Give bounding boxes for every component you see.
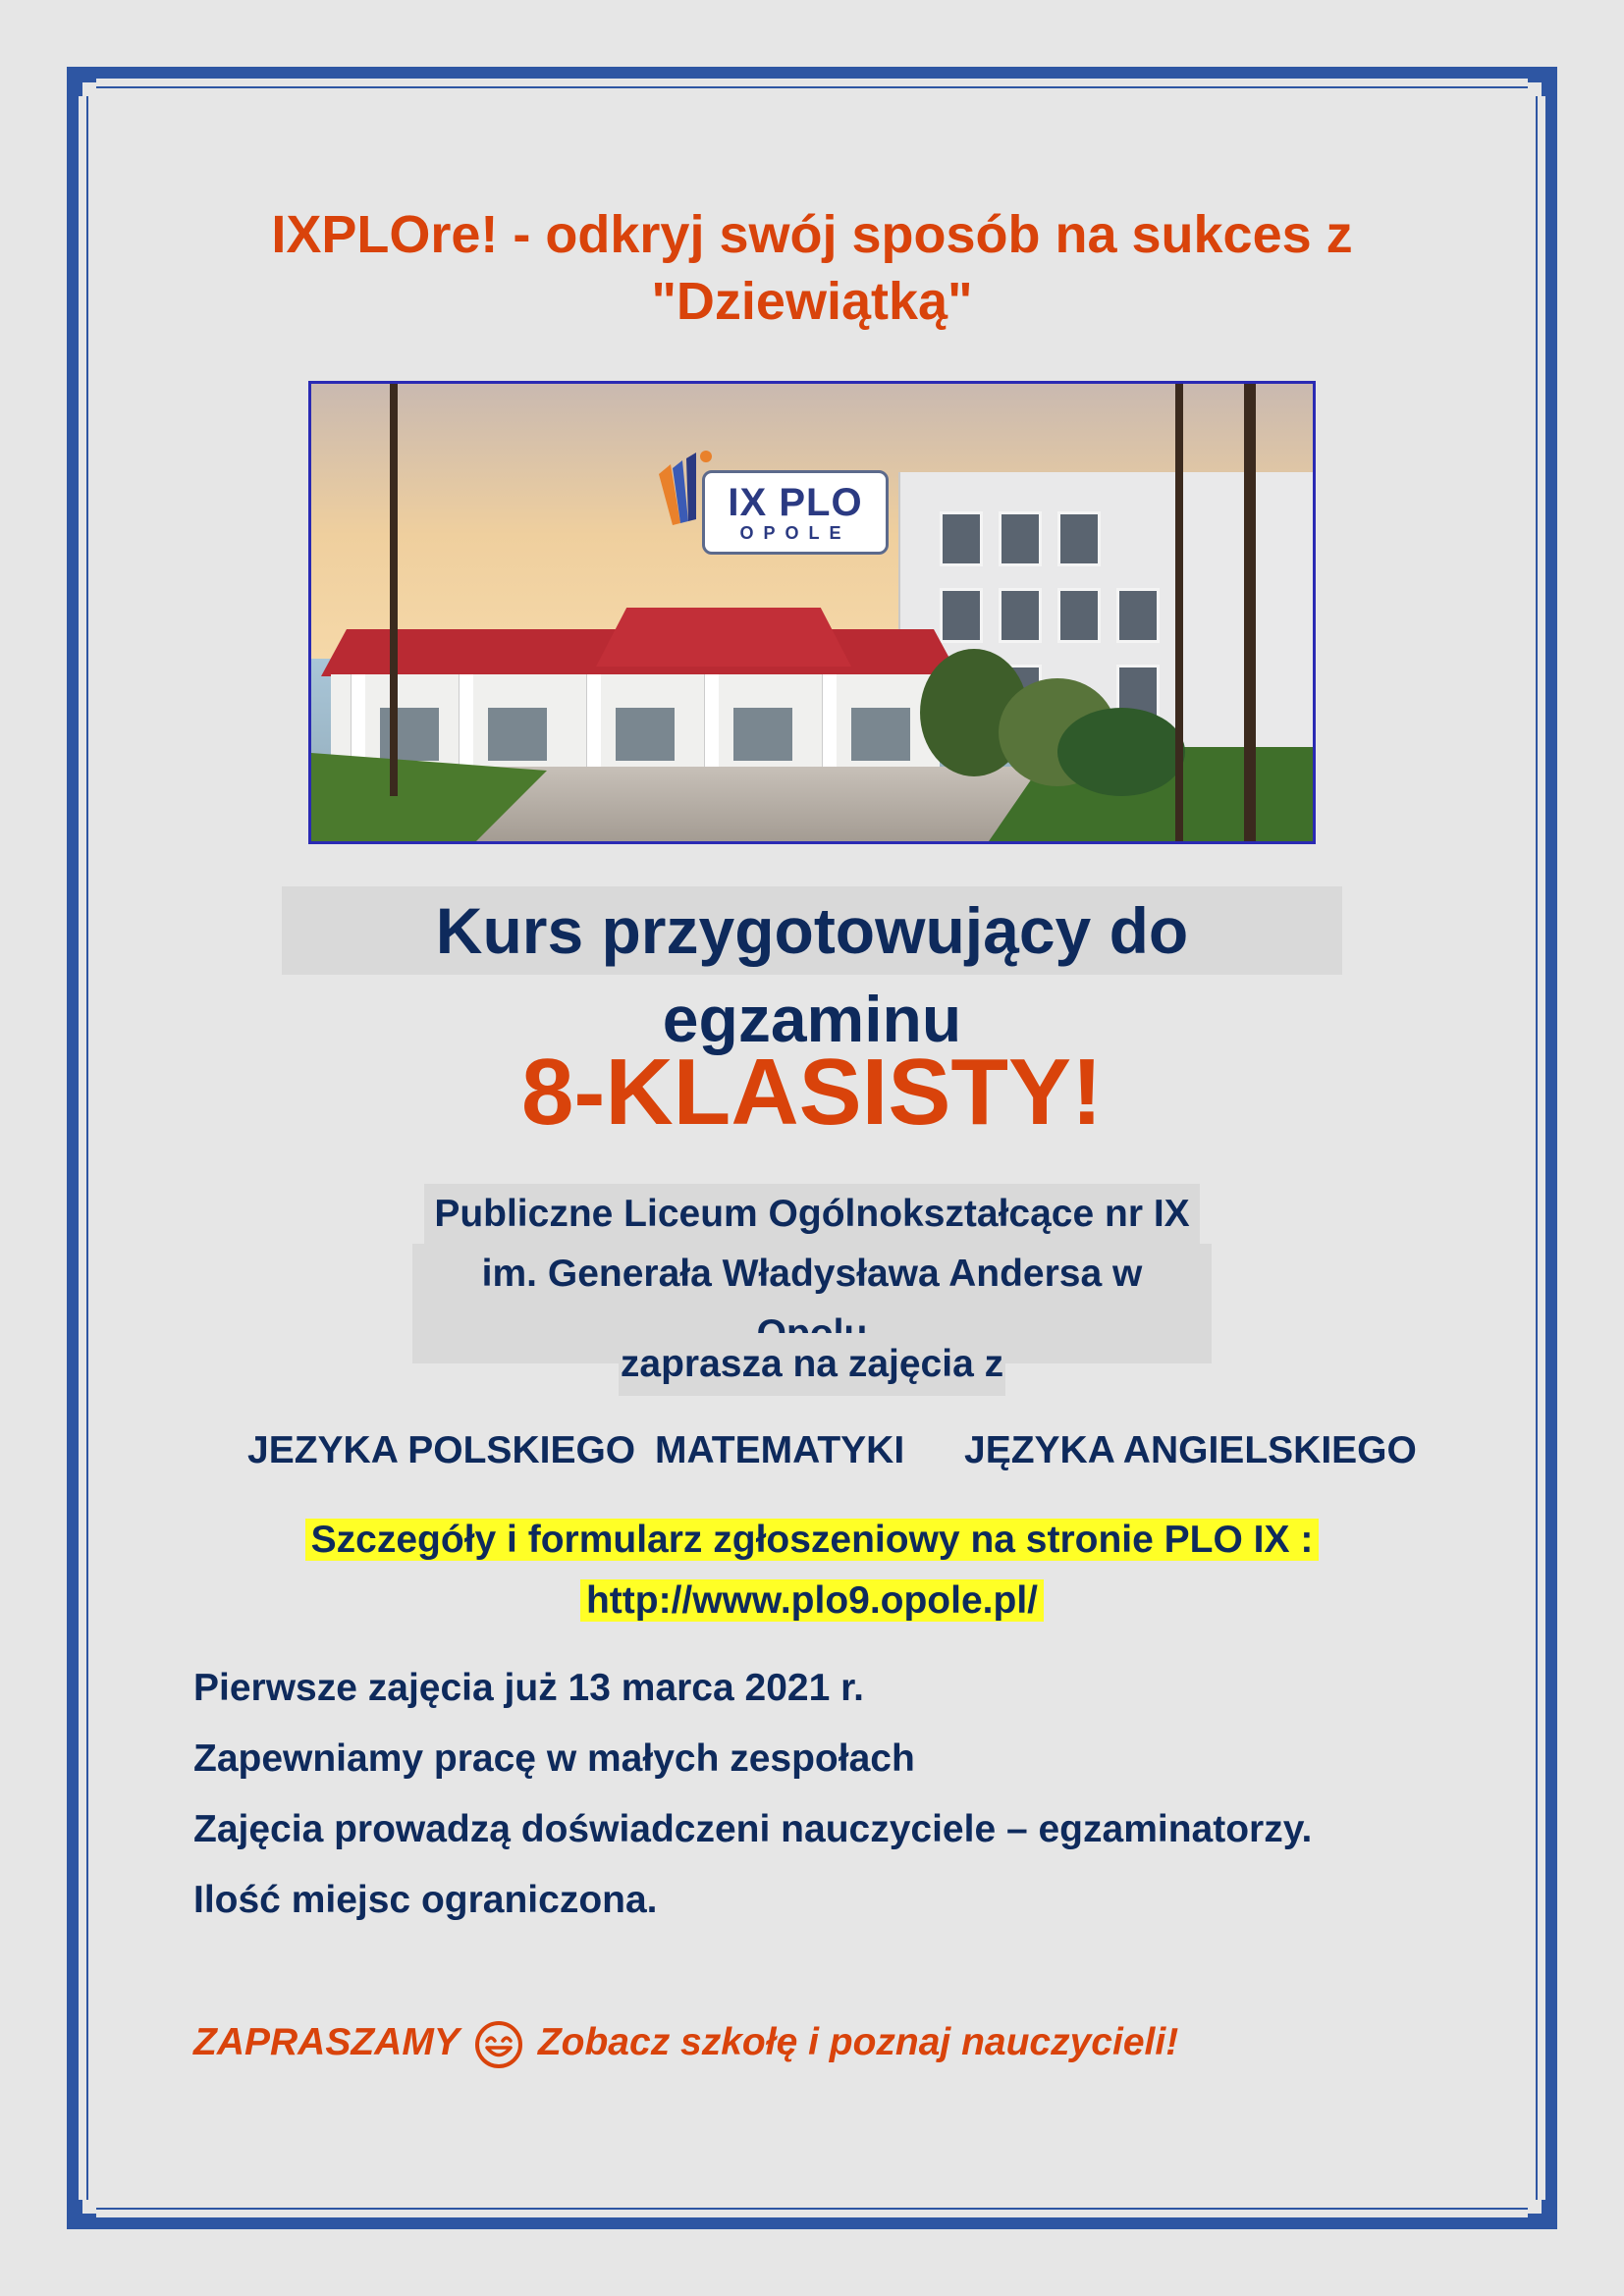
course-title: Kurs przygotowujący do egzaminu <box>282 886 1342 975</box>
details-block <box>196 1510 1428 1631</box>
footer-line <box>193 2013 1178 2072</box>
details-text: Szczegóły i formularz zgłoszeniowy na stronie PLO IX : <box>305 1519 1320 1561</box>
subject-english: JĘZYKA ANGIELSKIEGO <box>964 1429 1417 1471</box>
photo-column <box>459 674 473 773</box>
website-link[interactable]: http://www.plo9.opole.pl/ <box>580 1579 1044 1622</box>
invite-text: zaprasza na zajęcia z <box>619 1333 1005 1396</box>
school-photo <box>308 381 1316 844</box>
photo-window <box>940 511 983 566</box>
info-item: Zajęcia prowadzą doświadczeni nauczyciele – egzaminatorzy. <box>193 1808 1313 1850</box>
corner-ornament <box>1528 2200 1557 2229</box>
corner-ornament <box>67 67 96 96</box>
smiley-icon <box>473 2019 524 2070</box>
photo-window <box>999 588 1042 643</box>
photo-window <box>733 708 792 761</box>
photo-window <box>999 511 1042 566</box>
photo-column <box>704 674 719 773</box>
headline-line-1: IXPLOre! - odkryj swój sposób na sukces z <box>271 205 1353 264</box>
corner-ornament <box>67 2200 96 2229</box>
info-item: Ilość miejsc ograniczona. <box>193 1879 658 1921</box>
subject-math: MATEMATYKI <box>655 1429 905 1471</box>
photo-tree-trunk <box>1175 384 1183 844</box>
logo-title: IX PLO <box>728 481 863 524</box>
photo-window <box>1116 588 1160 643</box>
course-subtitle: 8-KLASISTY! <box>520 1040 1104 1145</box>
logo-subtitle: OPOLE <box>739 523 851 543</box>
photo-tree <box>1057 708 1185 796</box>
footer-invite: ZAPRASZAMY <box>193 2021 460 2063</box>
subject-polish: JEZYKA POLSKIEGO <box>247 1429 636 1471</box>
photo-window <box>488 708 547 761</box>
photo-tree-trunk <box>390 384 398 796</box>
info-item: Pierwsze zajęcia już 13 marca 2021 r. <box>193 1667 864 1709</box>
photo-column <box>586 674 601 773</box>
photo-window <box>1057 511 1101 566</box>
photo-column <box>822 674 837 773</box>
photo-tree-trunk <box>1244 384 1256 844</box>
school-name-line-1: Publiczne Liceum Ogólnokształcące nr IX <box>424 1184 1199 1244</box>
school-logo <box>702 470 889 555</box>
photo-roof <box>596 608 851 667</box>
photo-window <box>851 708 910 761</box>
photo-window <box>616 708 675 761</box>
photo-window <box>940 588 983 643</box>
info-list <box>193 1659 1312 1942</box>
corner-ornament <box>1528 67 1557 96</box>
photo-window <box>380 708 439 761</box>
headline-line-2: "Dziewiątką" <box>651 272 973 331</box>
photo-window <box>1057 588 1101 643</box>
footer-cta: Zobacz szkołę i poznaj nauczycieli! <box>537 2021 1179 2063</box>
headline <box>196 201 1428 335</box>
subjects-row <box>196 1421 1428 1480</box>
school-name-line-2: im. Generała Władysława Andersa w <box>412 1244 1212 1363</box>
info-item: Zapewniamy pracę w małych zespołach <box>193 1737 915 1780</box>
